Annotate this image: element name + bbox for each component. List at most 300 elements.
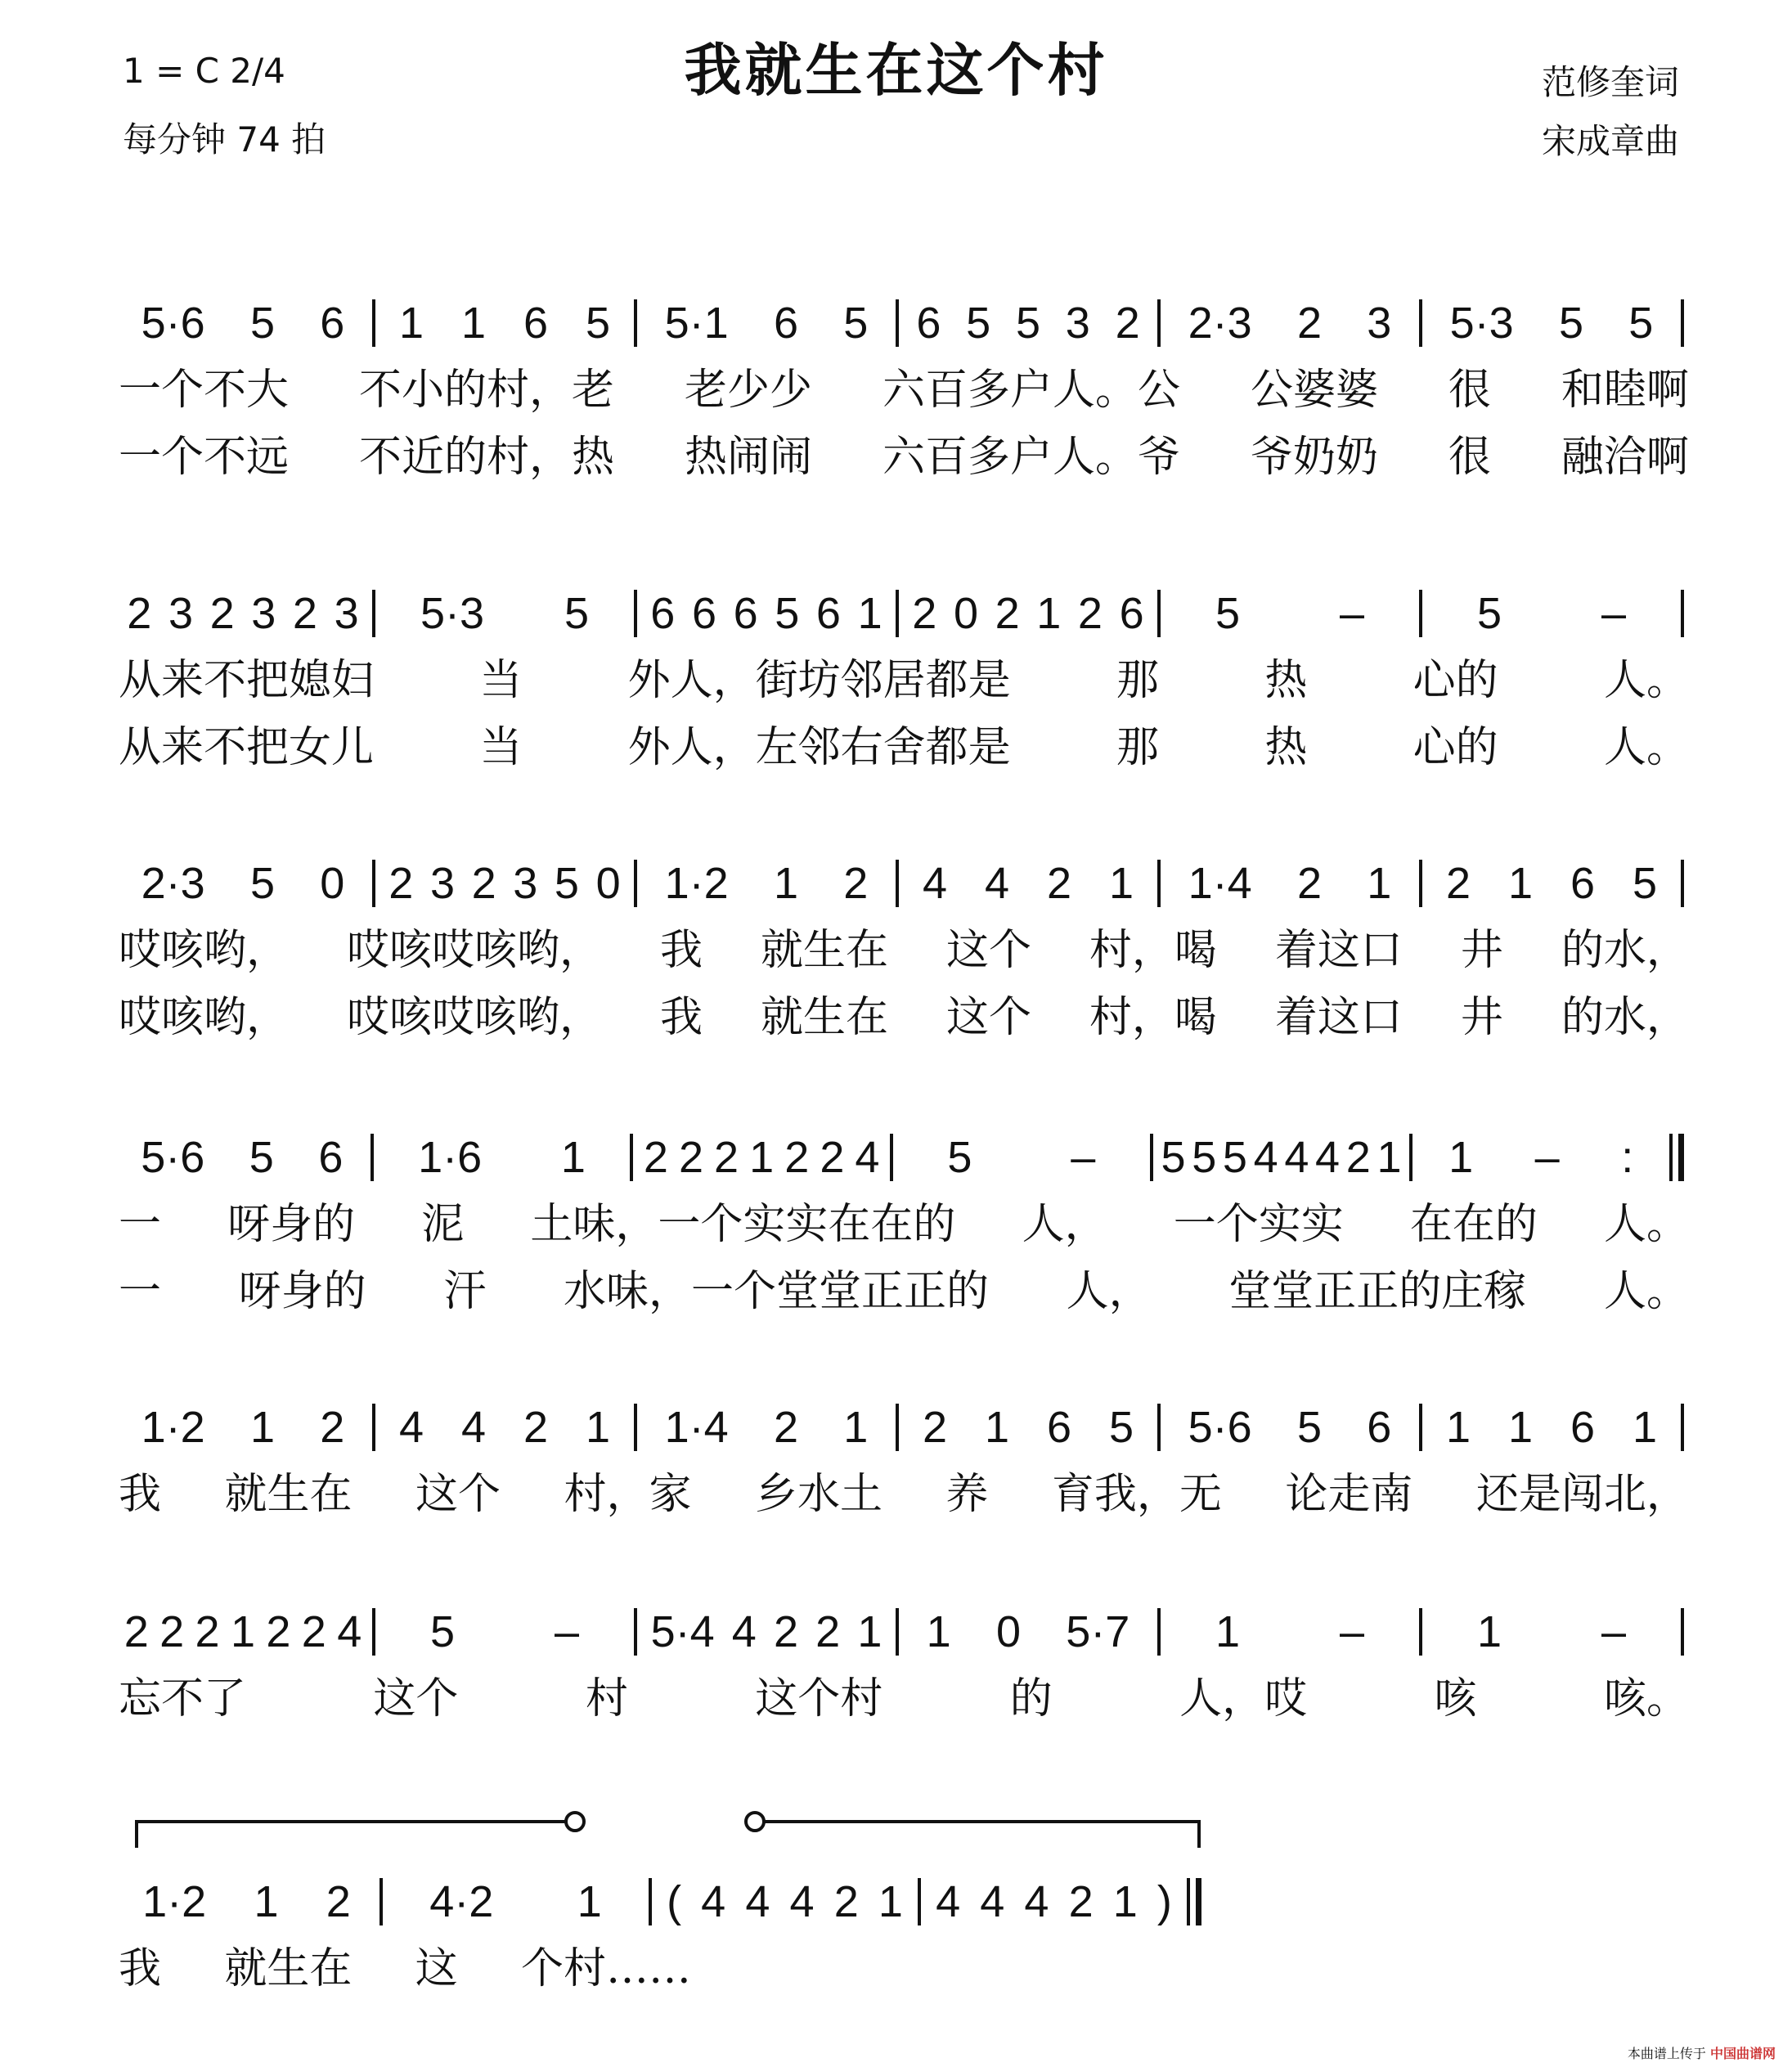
system-7 <box>119 1873 1206 1997</box>
barline <box>1419 590 1422 637</box>
measure <box>1158 1132 1405 1183</box>
note: 4 <box>1024 1877 1049 1926</box>
lyric-word: 六百多户人。爷 <box>882 432 1180 482</box>
composer: 宋成章曲 <box>1542 121 1680 161</box>
lyric-word: 人， <box>1022 1199 1107 1249</box>
note: 5 <box>1628 299 1654 348</box>
lyric-word: 爷奶奶 <box>1250 432 1378 482</box>
note: 1 <box>1108 859 1134 908</box>
note: – <box>1601 589 1627 638</box>
lyric-word: 人。 <box>1603 1199 1689 1249</box>
lyric-word: 村，家 <box>564 1469 692 1519</box>
note: 1 <box>254 1877 279 1926</box>
lyric-word: 就生在 <box>224 1469 353 1519</box>
note: 6 <box>1367 1403 1392 1452</box>
note: 2 <box>1077 589 1103 638</box>
note: 4 <box>984 859 1010 908</box>
lyric-word: 土味，一个实实在在的 <box>530 1199 956 1249</box>
note: 2 <box>127 589 152 638</box>
note: 6 <box>1046 1403 1072 1452</box>
note: 2 <box>301 1607 326 1656</box>
note: 2 <box>773 1403 799 1452</box>
note: 2 <box>523 1403 549 1452</box>
lyric-word: 村 <box>585 1674 628 1723</box>
measure <box>380 1402 629 1453</box>
lyric-word: 从来不把女儿 <box>119 722 375 772</box>
lyric-word: 这个 <box>373 1674 459 1723</box>
barline <box>634 1404 637 1451</box>
measure <box>380 1606 629 1657</box>
lyric-word: 那 <box>1116 655 1159 705</box>
note: 1 <box>1112 1877 1138 1926</box>
system-2 <box>119 585 1689 776</box>
note: 2 <box>773 1607 798 1656</box>
measure <box>119 858 367 909</box>
note: 2·3 <box>1188 299 1252 348</box>
note: 6 <box>691 589 716 638</box>
note: 5 <box>966 299 991 348</box>
barline <box>1157 590 1161 637</box>
measure <box>119 1132 366 1183</box>
barline <box>1419 860 1422 907</box>
lyric-word: 公婆婆 <box>1250 365 1378 415</box>
note: 1 <box>585 1403 611 1452</box>
barline <box>1187 1878 1201 1925</box>
note: 2 <box>159 1607 185 1656</box>
note: : <box>1621 1133 1634 1182</box>
note: 4 <box>745 1877 770 1926</box>
lyric-word: 六百多户人。公 <box>882 365 1180 415</box>
barline <box>1681 299 1684 347</box>
lyric-line-1 <box>119 352 1689 419</box>
lyric-word: 我 <box>659 992 703 1042</box>
lyric-word: 一个不远 <box>119 432 290 482</box>
lyric-word: 就生在 <box>224 1943 353 1993</box>
note: 2 <box>1046 859 1072 908</box>
lyric-word: 外人，左邻右舍都是 <box>627 722 1011 772</box>
barline <box>1681 860 1684 907</box>
lyric-word: 咳。 <box>1603 1674 1689 1723</box>
measure <box>642 1402 891 1453</box>
note: 2 <box>1115 299 1140 348</box>
lyric-word: 老少少 <box>684 365 812 415</box>
measure <box>380 588 629 639</box>
lyric-word: 融洽啊 <box>1561 432 1689 482</box>
system-1 <box>119 294 1689 486</box>
lyric-line-1 <box>119 1930 691 1997</box>
note: 5 <box>249 1133 274 1182</box>
note: 3 <box>1367 299 1392 348</box>
note: 1·6 <box>418 1133 483 1182</box>
system-5 <box>119 1399 1689 1523</box>
lyric-word: 哎咳哎咳哟， <box>346 992 602 1042</box>
notation-row <box>119 855 1689 912</box>
barline <box>1419 1608 1422 1656</box>
lyric-word: 井 <box>1460 925 1503 975</box>
measure <box>1427 1402 1676 1453</box>
note: 5·4 <box>650 1607 715 1656</box>
system-6 <box>119 1603 1689 1728</box>
note: 1 <box>1036 589 1062 638</box>
measure <box>1427 1606 1676 1657</box>
note: 3 <box>334 589 359 638</box>
note: 1·2 <box>141 1403 205 1452</box>
lyric-word: 那 <box>1116 722 1159 772</box>
lyric-word: 一 <box>119 1199 162 1249</box>
measure <box>904 1606 1152 1657</box>
lyric-word: 哎咳哟， <box>119 925 290 975</box>
barline <box>918 1878 921 1925</box>
measure <box>1165 858 1414 909</box>
note: 2 <box>1296 299 1323 348</box>
measure <box>1165 588 1414 639</box>
notation-row <box>119 1603 1689 1660</box>
barline <box>1419 299 1422 347</box>
barline <box>372 299 375 347</box>
measure <box>657 1876 913 1927</box>
notation-row <box>119 1129 1689 1186</box>
lyric-word: 咳 <box>1434 1674 1477 1723</box>
lyric-word: 育我，无 <box>1051 1469 1222 1519</box>
note: 6 <box>773 299 799 348</box>
barline <box>1409 1134 1412 1181</box>
lyric-word: 的水， <box>1561 992 1689 1042</box>
lyric-word: 一 <box>119 1266 162 1316</box>
note: 2 <box>1345 1133 1371 1182</box>
lyric-word: 很 <box>1448 432 1491 482</box>
note: 2 <box>678 1133 703 1182</box>
measure <box>379 1132 626 1183</box>
note: 5 <box>1222 1133 1247 1182</box>
note: 2 <box>784 1133 810 1182</box>
note: 1 <box>1507 1403 1534 1452</box>
note: 1 <box>878 1877 903 1926</box>
note: 4 <box>789 1877 815 1926</box>
note: 5·6 <box>141 1133 205 1182</box>
note: 2 <box>995 589 1020 638</box>
measure <box>904 298 1152 348</box>
note: 5 <box>947 1133 972 1182</box>
lyric-word: 忘不了 <box>119 1674 247 1723</box>
note: 5 <box>554 859 579 908</box>
note: 2 <box>326 1877 351 1926</box>
barline <box>896 1404 899 1451</box>
note: 6 <box>733 589 758 638</box>
note: 5 <box>249 859 276 908</box>
note: 5 <box>1015 299 1041 348</box>
measure <box>904 588 1152 639</box>
lyric-word: 这个 <box>945 992 1031 1042</box>
lyric-word: 我 <box>659 925 703 975</box>
barline <box>1157 299 1161 347</box>
note: 6 <box>318 1133 344 1182</box>
note: 1 <box>249 1403 276 1452</box>
note: 1 <box>857 1607 883 1656</box>
lyric-word: 一个不大 <box>119 365 290 415</box>
barline <box>372 1608 375 1656</box>
note: 6 <box>1119 589 1144 638</box>
note: 2 <box>922 1403 948 1452</box>
lyric-line-1 <box>119 642 1689 709</box>
barline <box>634 299 637 347</box>
note: 1 <box>843 1403 869 1452</box>
barline <box>371 1134 374 1181</box>
barline <box>896 590 899 637</box>
lyric-word: 不近的村，热 <box>358 432 614 482</box>
lyric-word: 村，喝 <box>1089 925 1217 975</box>
measure <box>1427 858 1676 909</box>
lyric-word: 热闹闹 <box>684 432 812 482</box>
note: 2 <box>820 1133 845 1182</box>
lyricist: 范修奎词 <box>1542 62 1680 102</box>
note: 5 <box>249 299 276 348</box>
note: 1 <box>577 1877 602 1926</box>
note: – <box>1534 1133 1560 1182</box>
lyric-word: 当 <box>479 722 523 772</box>
lyric-line-2 <box>119 979 1689 1046</box>
note: 1 <box>1215 1607 1241 1656</box>
note: 1 <box>773 859 799 908</box>
note: 5·6 <box>1188 1403 1252 1452</box>
barline <box>1157 1608 1161 1656</box>
barline <box>1157 860 1161 907</box>
note: – <box>1339 1607 1365 1656</box>
note: 6 <box>815 589 841 638</box>
lyric-word: 这 <box>415 1943 458 1993</box>
lyric-word: 心的 <box>1412 655 1498 705</box>
barline <box>1681 1608 1684 1656</box>
barline <box>649 1878 652 1925</box>
lyric-word: 我 <box>119 1469 162 1519</box>
lyric-word: 哎咳哎咳哟， <box>346 925 602 975</box>
barline <box>630 1134 633 1181</box>
lyric-line-1 <box>119 912 1689 979</box>
lyric-word: 人。 <box>1603 1266 1689 1316</box>
song-title: 我就生在这个村 <box>684 37 1108 104</box>
measure <box>926 1876 1182 1927</box>
note: 2·3 <box>141 859 205 908</box>
note: 3 <box>513 859 538 908</box>
system-4 <box>119 1129 1689 1320</box>
barline <box>634 860 637 907</box>
lyric-word: 热 <box>1264 722 1308 772</box>
notation-row <box>119 1399 1689 1456</box>
measure <box>898 1132 1145 1183</box>
note: 1 <box>1632 1403 1658 1452</box>
measure <box>642 1606 891 1657</box>
measure <box>1165 1606 1414 1657</box>
note: 3 <box>168 589 193 638</box>
barline <box>1681 1404 1684 1451</box>
lyric-word: 一个实实 <box>1173 1199 1344 1249</box>
bracket-gap <box>573 1812 752 1836</box>
note: 4 <box>922 859 948 908</box>
barline <box>372 1404 375 1451</box>
lyric-word: 这个村 <box>755 1674 883 1723</box>
note: 5 <box>1215 589 1241 638</box>
barline <box>634 590 637 637</box>
notation-row <box>119 585 1689 642</box>
note: 2 <box>1445 859 1471 908</box>
note: – <box>1071 1133 1096 1182</box>
note: 5·1 <box>664 299 729 348</box>
note: 4 <box>731 1607 757 1656</box>
note: 5 <box>775 589 800 638</box>
note: 5 <box>1632 859 1658 908</box>
barline <box>372 860 375 907</box>
note: 6 <box>320 299 345 348</box>
lyric-word: 我 <box>119 1943 162 1993</box>
note: 4 <box>460 1403 487 1452</box>
note: 2 <box>1296 859 1323 908</box>
note: 2 <box>266 1607 291 1656</box>
note: 2 <box>124 1607 149 1656</box>
note: 4 <box>1284 1133 1309 1182</box>
lyric-word: 在在的 <box>1409 1199 1538 1249</box>
barline <box>1150 1134 1153 1181</box>
measure <box>1165 1402 1414 1453</box>
note: 1 <box>1445 1403 1471 1452</box>
measure <box>1427 298 1676 348</box>
note: 1 <box>1377 1133 1402 1182</box>
barline <box>1681 590 1684 637</box>
measure <box>1417 1132 1664 1183</box>
note: 2 <box>292 589 317 638</box>
note: 2 <box>209 589 235 638</box>
note: 2 <box>320 1403 345 1452</box>
note: 1·4 <box>1188 859 1252 908</box>
note: 0 <box>953 589 978 638</box>
barline <box>380 1878 383 1925</box>
note: 5 <box>429 1607 456 1656</box>
note: 2 <box>833 1877 859 1926</box>
note: – <box>554 1607 580 1656</box>
lyric-line-1 <box>119 1186 1689 1253</box>
lyric-word: 呀身的 <box>227 1199 356 1249</box>
note: 5 <box>1108 1403 1134 1452</box>
note: 0 <box>320 859 345 908</box>
lyric-word: 外人，街坊邻居都是 <box>627 655 1011 705</box>
note: 1 <box>460 299 487 348</box>
note: 2 <box>195 1607 220 1656</box>
lyric-word: 就生在 <box>760 992 888 1042</box>
watermark <box>1628 2043 1776 2062</box>
measure <box>638 1132 885 1183</box>
note: 5 <box>1476 589 1502 638</box>
note: 4 <box>855 1133 880 1182</box>
lyric-line-2 <box>119 419 1689 486</box>
lyric-word: 人，哎 <box>1179 1674 1308 1723</box>
note: 4 <box>1253 1133 1278 1182</box>
note: 1 <box>1448 1133 1474 1182</box>
note: 0 <box>995 1607 1022 1656</box>
note: 6 <box>1570 1403 1596 1452</box>
note: 2 <box>388 859 414 908</box>
note: 2 <box>1068 1877 1094 1926</box>
tempo: 每分钟 74 拍 <box>123 119 326 160</box>
note: ( <box>667 1877 682 1926</box>
lyric-word: 的 <box>1009 1674 1053 1723</box>
barline <box>896 299 899 347</box>
lyric-line-1 <box>119 1660 1689 1728</box>
measure <box>388 1876 644 1927</box>
lyric-word: 不小的村，老 <box>358 365 614 415</box>
measure <box>119 1876 375 1927</box>
lyric-word: 人。 <box>1603 655 1689 705</box>
lyric-word: 这个 <box>415 1469 501 1519</box>
lyric-word: 当 <box>479 655 523 705</box>
lyric-word: 论走南 <box>1285 1469 1413 1519</box>
lyric-word: 热 <box>1264 655 1308 705</box>
lyric-line-2 <box>119 1253 1689 1320</box>
lyric-word: 村，喝 <box>1089 992 1217 1042</box>
lyric-word: 着这口 <box>1274 925 1403 975</box>
lyric-word: 哎咳哟， <box>119 992 290 1042</box>
system-3 <box>119 855 1689 1046</box>
note: 5 <box>1296 1403 1323 1452</box>
note: 5 <box>1161 1133 1186 1182</box>
note: 4 <box>1315 1133 1341 1182</box>
lyric-word: 心的 <box>1412 722 1498 772</box>
note: 2 <box>471 859 496 908</box>
measure <box>380 298 629 348</box>
note: 1 <box>857 589 883 638</box>
note: 2 <box>714 1133 739 1182</box>
note: 6 <box>916 299 941 348</box>
note: 5 <box>1192 1133 1217 1182</box>
lyric-word: 汗 <box>443 1266 487 1316</box>
measure <box>904 1402 1152 1453</box>
note: 5·6 <box>141 299 205 348</box>
notation-row <box>119 1873 1206 1930</box>
barline <box>1157 1404 1161 1451</box>
lyric-word: 还是闯北， <box>1475 1469 1689 1519</box>
note: 4 <box>936 1877 961 1926</box>
key-signature: 1 = C 2/4 <box>123 51 285 91</box>
note: 4 <box>701 1877 726 1926</box>
barline <box>1419 1404 1422 1451</box>
note: 2 <box>815 1607 841 1656</box>
note: 1 <box>230 1607 255 1656</box>
lyric-word: 泥 <box>421 1199 465 1249</box>
lyric-word: 就生在 <box>760 925 888 975</box>
measure <box>642 298 891 348</box>
lyric-word: 个村…… <box>520 1943 691 1993</box>
note: 3 <box>429 859 455 908</box>
measure <box>119 1402 367 1453</box>
note: 2 <box>843 859 869 908</box>
note: 5 <box>843 299 869 348</box>
measure <box>1165 298 1414 348</box>
lyric-word: 养 <box>945 1469 989 1519</box>
note: 4 <box>398 1403 424 1452</box>
barline <box>372 590 375 637</box>
lyric-word: 着这口 <box>1274 992 1403 1042</box>
measure <box>904 858 1152 909</box>
note: 1 <box>560 1133 586 1182</box>
note: 4·2 <box>429 1877 494 1926</box>
note: 3 <box>251 589 276 638</box>
note: 3 <box>1065 299 1090 348</box>
bracket-circle-left <box>564 1811 586 1832</box>
barline <box>634 1608 637 1656</box>
note: 1 <box>1476 1607 1502 1656</box>
measure <box>119 1606 367 1657</box>
note: 6 <box>523 299 549 348</box>
barline <box>896 1608 899 1656</box>
note: 1·2 <box>142 1877 207 1926</box>
lyric-word: 和睦啊 <box>1561 365 1689 415</box>
